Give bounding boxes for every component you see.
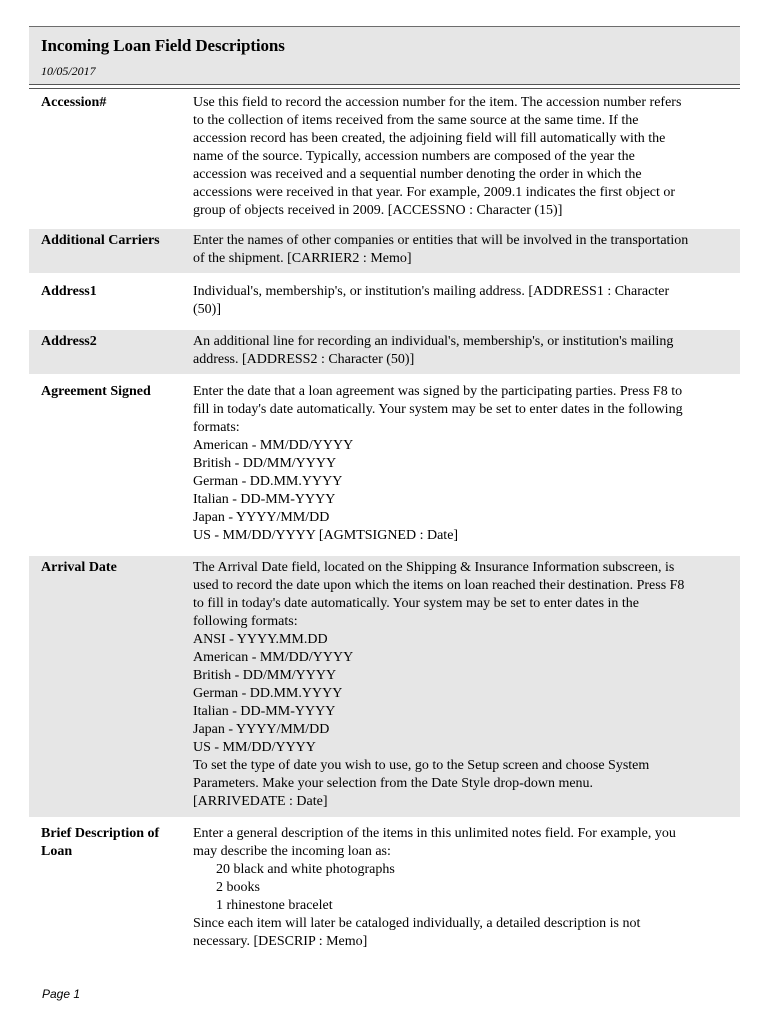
field-description: Enter the names of other companies or entities that will be involved in the transportation of the shipment. [CARRIER2 : Memo] [193, 233, 689, 266]
header-divider-bottom [29, 88, 740, 89]
page-title: Incoming Loan Field Descriptions [41, 36, 285, 55]
field-row-arrival-date [29, 556, 740, 817]
field-row-address1 [29, 280, 740, 324]
field-row-agreement-signed [29, 380, 740, 550]
field-description: Enter the date that a loan agreement was signed by the participating parties. Press F8 to fill in today's date automatically. Your system may be set to enter dates in the following formats: American - MM/DD/YYYY British - DD/MM/YYYY German - DD.MM.YYYY Italian - DD-MM-YYYY Japan - YYYY/MM/DD US - MM/DD/YYYY [AGMTSIGNED : Date] [193, 384, 683, 543]
field-description: An additional line for recording an individual's, membership's, or institution's mailing address. [ADDRESS2 : Character (50)] [193, 334, 674, 367]
field-name: Arrival Date [41, 560, 117, 575]
description-intro: Enter a general description of the items in this unlimited notes field. For example, you may describe the incoming loan as: [193, 826, 676, 859]
field-description: The Arrival Date field, located on the Shipping & Insurance Information subscreen, is used to record the date upon which the items on loan reached their destination. Press F8 to fill in today's date automatically. Your system may be set to enter dates in the following formats: ANSI - YYYY.MM.DD American - MM/DD/YYYY British - DD/MM/YYYY German - DD.MM.YYYY Italian - DD-MM-YYYY Japan - YYYY/MM/DD US - MM/DD/YYYY To set the type of date you wish to use, go to the Setup screen and choose System Parameters. Make your selection from the Date Style drop-down menu. [ARRIVEDATE : Date] [193, 560, 685, 809]
field-description: Use this field to record the accession number for the item. The accession number refers to the collection of items received from the same source at the same time. If the accession record has been created, the adjoining field will fill automatically with the name of the source. Typically, accession numbers are composed of the year the accession was received and a sequential number denoting the order in which the accessions were received in that year. For example, 2009.1 indicates the first object or group of objects received in 2009. [ACCESSNO : Character (15)] [193, 95, 682, 218]
field-name: Agreement Signed [41, 384, 151, 399]
document-date: 10/05/2017 [41, 64, 96, 78]
field-name: Address2 [41, 334, 97, 349]
field-name: Brief Description of Loan [41, 826, 160, 859]
field-row-address2 [29, 330, 740, 374]
field-name: Address1 [41, 284, 97, 299]
example-item: 20 black and white photographs [216, 862, 395, 877]
field-description [193, 825, 735, 951]
document-header [29, 26, 740, 84]
field-row-additional-carriers [29, 229, 740, 273]
example-item: 2 books [216, 880, 260, 895]
field-row-accession [29, 91, 740, 225]
page-number: Page 1 [42, 987, 81, 1001]
field-name: Accession# [41, 95, 107, 110]
header-divider-top [29, 84, 740, 85]
field-name: Additional Carriers [41, 233, 160, 248]
field-description: Individual's, membership's, or institution's mailing address. [ADDRESS1 : Character (50)] [193, 284, 670, 317]
description-outro: Since each item will later be cataloged individually, a detailed description is not necessary. [DESCRIP : Memo] [193, 916, 641, 949]
field-row-brief-description [29, 822, 740, 956]
example-item: 1 rhinestone bracelet [216, 898, 333, 913]
